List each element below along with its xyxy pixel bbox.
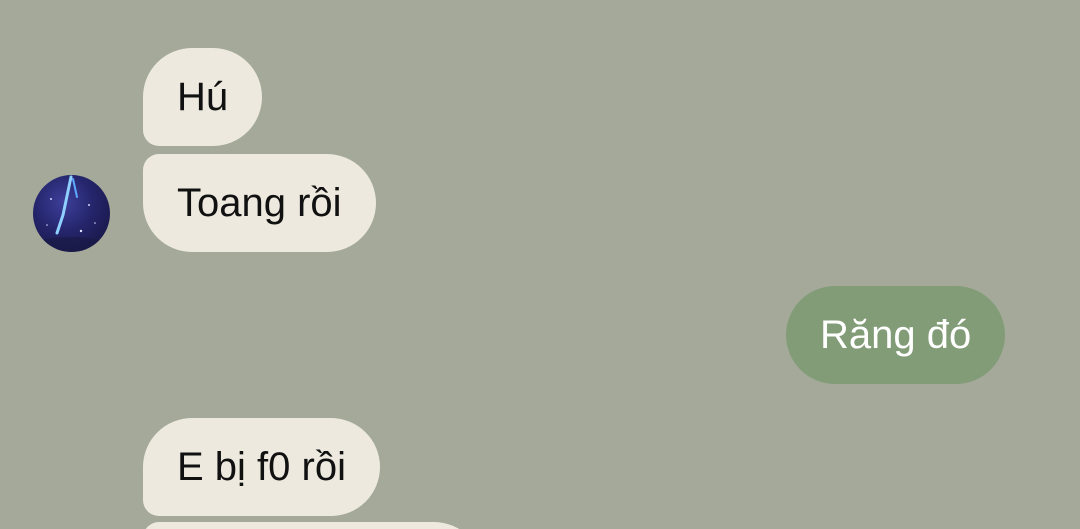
avatar-night-sky-icon: [33, 175, 110, 252]
message-bubble-outgoing[interactable]: [786, 286, 1005, 384]
message-bubble-incoming[interactable]: [143, 48, 262, 146]
message-text: Răng đó: [820, 313, 972, 357]
message-text: Toang rồi: [177, 181, 342, 225]
message-bubble-incoming-partial[interactable]: [143, 522, 483, 529]
message-bubble-incoming[interactable]: [143, 418, 380, 516]
message-bubble-incoming[interactable]: [143, 154, 376, 252]
message-text: E bị f0 rồi: [177, 445, 346, 489]
message-text: Hú: [177, 75, 229, 119]
contact-avatar[interactable]: [33, 175, 110, 252]
